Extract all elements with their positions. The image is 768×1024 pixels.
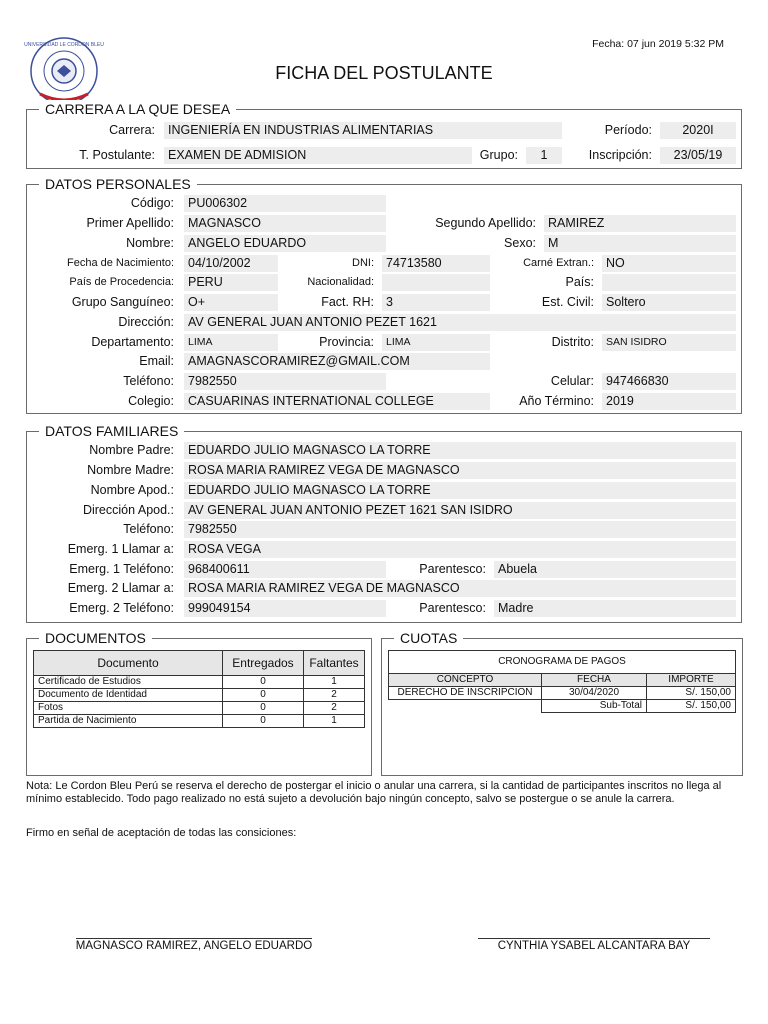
provincia-label: Provincia: [319, 335, 374, 349]
pais-proc-label: País de Procedencia: [69, 276, 174, 288]
doc-name: Partida de Nacimiento [34, 715, 223, 728]
dni-value: 74713580 [382, 255, 490, 272]
cuota-importe: S/. 150,00 [647, 687, 736, 700]
emerg1-value: ROSA VEGA [184, 541, 736, 558]
periodo-label: Período: [604, 123, 652, 137]
parentesco2-label: Parentesco: [419, 601, 486, 615]
nota-text: Nota: Le Cordon Bleu Perú se reserva el derecho de postergar el inicio o anular una carrera, si la cantidad de participantes inscritos no llega al mínimo establecido. Todo pago realizado no está sujeto a devolución bajo ningún concepto, salvo se postergue o se anule la carrera. [26, 780, 722, 805]
telefono-value: 7982550 [184, 373, 386, 390]
section-title-carrera: CARRERA A LA QUE DESEA [39, 100, 236, 118]
apellido2-label: Segundo Apellido: [435, 216, 536, 230]
table-row [34, 676, 365, 689]
celular-label: Celular: [550, 374, 594, 388]
signature-line-postulante [76, 938, 312, 939]
emerg2-label: Emerg. 2 Llamar a: [67, 581, 174, 595]
dir-apod-value: AV GENERAL JUAN ANTONIO PEZET 1621 SAN ISIDRO [184, 502, 736, 519]
carrera-value: INGENIERÍA EN INDUSTRIAS ALIMENTARIAS [164, 122, 562, 139]
ano-label: Año Término: [519, 394, 594, 408]
email-label: Email: [139, 354, 174, 368]
codigo-value: PU006302 [184, 195, 386, 212]
grupo-sang-value: O+ [184, 294, 278, 311]
fact-rh-label: Fact. RH: [321, 295, 374, 309]
departamento-value: LIMA [184, 334, 278, 351]
inscripcion-value: 23/05/19 [660, 147, 736, 164]
dir-apod-label: Dirección Apod.: [82, 503, 174, 517]
periodo-value: 2020I [660, 122, 736, 139]
nombre-label: Nombre: [126, 236, 174, 250]
parentesco1-label: Parentesco: [419, 562, 486, 576]
ano-value: 2019 [602, 393, 736, 410]
celular-value: 947466830 [602, 373, 736, 390]
madre-label: Nombre Madre: [87, 463, 174, 477]
page-title: FICHA DEL POSTULANTE [275, 63, 493, 83]
est-civil-label: Est. Civil: [541, 295, 594, 309]
carne-label: Carné Extran.: [523, 257, 594, 269]
pais-proc-value: PERU [184, 274, 278, 291]
print-date: Fecha: 07 jun 2019 5:32 PM [592, 38, 724, 50]
firmo-text: Firmo en señal de aceptación de todas las consiciones: [26, 827, 297, 839]
table-row [34, 715, 365, 728]
subtotal-value: S/. 150,00 [647, 700, 736, 713]
doc-header-entregados: Entregados [223, 651, 304, 676]
nacimiento-value: 04/10/2002 [184, 255, 278, 272]
emerg1-tel-label: Emerg. 1 Teléfono: [69, 562, 174, 576]
table-row [389, 687, 736, 700]
emerg1-label: Emerg. 1 Llamar a: [67, 542, 174, 556]
doc-name: Documento de Identidad [34, 689, 223, 702]
colegio-label: Colegio: [128, 394, 174, 408]
pais-value [602, 274, 736, 291]
direccion-label: Dirección: [118, 315, 174, 329]
cronograma-header: CRONOGRAMA DE PAGOS [389, 651, 736, 674]
table-row [34, 689, 365, 702]
cuota-concepto: DERECHO DE INSCRIPCION [389, 687, 542, 700]
nacionalidad-value [382, 274, 490, 291]
section-title-familiares: DATOS FAMILIARES [39, 422, 184, 440]
section-title-cuotas: CUOTAS [394, 629, 463, 647]
doc-faltantes: 2 [304, 702, 365, 715]
cuota-header-concepto: CONCEPTO [389, 674, 542, 687]
distrito-value: SAN ISIDRO [602, 334, 736, 351]
padre-label: Nombre Padre: [89, 443, 174, 457]
provincia-value: LIMA [382, 334, 490, 351]
apod-value: EDUARDO JULIO MAGNASCO LA TORRE [184, 482, 736, 499]
nombre-value: ANGELO EDUARDO [184, 235, 386, 252]
apellido1-label: Primer Apellido: [86, 216, 174, 230]
cuota-header-importe: IMPORTE [647, 674, 736, 687]
parentesco1-value: Abuela [494, 561, 736, 578]
section-title-personales: DATOS PERSONALES [39, 175, 197, 193]
doc-entregados: 0 [223, 676, 304, 689]
apod-label: Nombre Apod.: [90, 483, 174, 497]
fam-telefono-label: Teléfono: [123, 522, 174, 536]
doc-entregados: 0 [223, 702, 304, 715]
grupo-sang-label: Grupo Sanguíneo: [71, 295, 174, 309]
carne-value: NO [602, 255, 736, 272]
sexo-label: Sexo: [504, 236, 536, 250]
dni-label: DNI: [352, 257, 374, 269]
signature-line-responsable [478, 938, 710, 939]
cuota-header-fecha: FECHA [542, 674, 647, 687]
emerg2-tel-label: Emerg. 2 Teléfono: [69, 601, 174, 615]
postulante-value: EXAMEN DE ADMISION [164, 147, 472, 164]
grupo-label: Grupo: [479, 148, 518, 162]
postulante-label: T. Postulante: [79, 148, 155, 162]
documentos-table [33, 650, 365, 728]
grupo-value: 1 [526, 147, 562, 164]
svg-text:UNIVERSIDAD LE CORDON BLEU: UNIVERSIDAD LE CORDON BLEU [24, 42, 104, 48]
cuotas-table [388, 650, 736, 713]
doc-header-faltantes: Faltantes [304, 651, 365, 676]
inscripcion-label: Inscripción: [588, 148, 652, 162]
distrito-label: Distrito: [551, 335, 594, 349]
emerg1-tel-value: 968400611 [184, 561, 386, 578]
table-row [34, 702, 365, 715]
email-value: AMAGNASCORAMIREZ@GMAIL.COM [184, 353, 490, 370]
doc-entregados: 0 [223, 715, 304, 728]
parentesco2-value: Madre [494, 600, 736, 617]
pais-label: País: [565, 275, 594, 289]
doc-entregados: 0 [223, 689, 304, 702]
doc-name: Certificado de Estudios [34, 676, 223, 689]
fam-telefono-value: 7982550 [184, 521, 736, 538]
section-title-documentos: DOCUMENTOS [39, 629, 152, 647]
nacimiento-label: Fecha de Nacimiento: [67, 257, 174, 269]
apellido1-value: MAGNASCO [184, 215, 386, 232]
doc-faltantes: 2 [304, 689, 365, 702]
subtotal-label: Sub-Total [542, 700, 647, 713]
est-civil-value: Soltero [602, 294, 736, 311]
fact-rh-value: 3 [382, 294, 490, 311]
doc-header-documento: Documento [34, 651, 223, 676]
direccion-value: AV GENERAL JUAN ANTONIO PEZET 1621 [184, 314, 736, 331]
signature-name-postulante: MAGNASCO RAMIREZ, ANGELO EDUARDO [75, 940, 313, 952]
doc-name: Fotos [34, 702, 223, 715]
cuota-fecha: 30/04/2020 [542, 687, 647, 700]
madre-value: ROSA MARIA RAMIREZ VEGA DE MAGNASCO [184, 462, 736, 479]
padre-value: EDUARDO JULIO MAGNASCO LA TORRE [184, 442, 736, 459]
carrera-label: Carrera: [109, 123, 155, 137]
emerg2-value: ROSA MARIA RAMIREZ VEGA DE MAGNASCO [184, 580, 736, 597]
emerg2-tel-value: 999049154 [184, 600, 386, 617]
codigo-label: Código: [130, 196, 174, 210]
sexo-value: M [544, 235, 736, 252]
colegio-value: CASUARINAS INTERNATIONAL COLLEGE [184, 393, 490, 410]
signature-name-responsable: CYNTHIA YSABEL ALCANTARA BAY [497, 940, 691, 952]
apellido2-value: RAMIREZ [544, 215, 736, 232]
nacionalidad-label: Nacionalidad: [307, 276, 374, 288]
doc-faltantes: 1 [304, 715, 365, 728]
telefono-label: Teléfono: [123, 374, 174, 388]
departamento-label: Departamento: [91, 335, 174, 349]
doc-faltantes: 1 [304, 676, 365, 689]
